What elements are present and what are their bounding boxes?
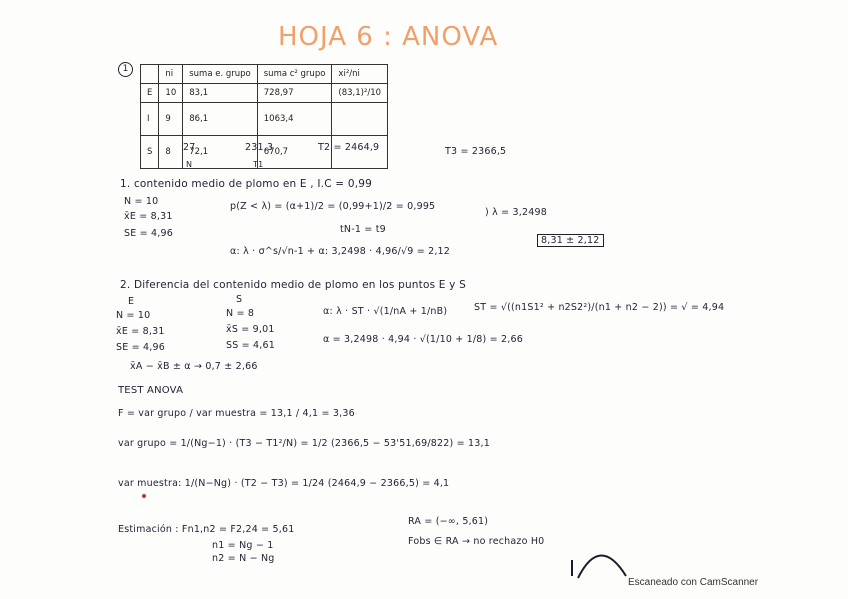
total-n: 27 [183,142,196,153]
table-cell: (83,1)²/10 [332,84,388,103]
anova-table [140,64,388,169]
test-estimacion: Estimación : Fn1,n2 = F2,24 = 5,61 [118,524,295,535]
section1-heading: 1. contenido medio de plomo en E , I.C = 0,99 [120,178,372,190]
section2-col-s: S [236,294,243,305]
exercise-number: 1 [118,62,133,77]
table-cell: 670,7 [257,136,332,169]
table-cell: E [141,84,159,103]
table-row [141,103,388,136]
table-cell: 8 [159,136,183,169]
test-ra: RA = (−∞, 5,61) [408,516,489,527]
section1-line: α: λ · σ^s/√n-1 + α: 3,2498 · 4,96/√9 = 2,12 [230,246,451,257]
table-header-cell: xi²/ni [332,65,388,84]
section2-col-e: SE = 4,96 [116,342,165,353]
section1-line: SE = 4,96 [124,228,173,239]
section1-line: p(Z < λ) = (α+1)/2 = (0,99+1)/2 = 0,995 [230,201,436,212]
table-header-row [141,65,388,84]
section1-line: N = 10 [124,196,159,207]
table-cell: S [141,136,159,169]
test-f-line: F = var grupo / var muestra = 13,1 / 4,1 = 3,36 [118,408,355,419]
table-header-cell [141,65,159,84]
table-cell: 728,97 [257,84,332,103]
section1-line: x̄E = 8,31 [124,211,173,222]
table-cell: 72,1 [183,136,258,169]
section1-result: 8,31 ± 2,12 [537,234,604,247]
total-t3: T3 = 2366,5 [445,146,507,157]
section2-col-e: N = 10 [116,310,151,321]
total-n-label: N [186,160,193,169]
test-conclusion: Fobs ∈ RA → no rechazo H0 [408,536,545,547]
section2-result: x̄A − x̄B ± α → 0,7 ± 2,66 [130,361,258,372]
section1-line: ) λ = 3,2498 [485,207,547,218]
scanner-watermark: Escaneado con CamScanner [628,577,759,588]
total-t1: 231,3 [245,142,274,153]
total-t1-label: T1 [253,160,264,169]
section2-formula: α: λ · ST · √(1/nA + 1/nB) [323,306,448,317]
table-cell: I [141,103,159,136]
table-cell: 1063,4 [257,103,332,136]
total-t2: T2 = 2464,9 [318,142,380,153]
section1-line: tN-1 = t9 [340,224,386,235]
section2-col-s: N = 8 [226,308,255,319]
table-cell: 10 [159,84,183,103]
test-heading: TEST ANOVA [118,385,184,396]
table-header-cell: suma c² grupo [257,65,332,84]
section2-col-s: SS = 4,61 [226,340,276,351]
ink-dot [142,494,146,498]
table-cell: 9 [159,103,183,136]
section2-formula: ST = √((n1S1² + n2S2²)/(n1 + n2 − 2)) = √ = 4,94 [474,302,725,313]
table-row [141,84,388,103]
section2-col-e: x̄E = 8,31 [116,326,165,337]
table-cell [332,103,388,136]
section2-col-e: E [128,296,135,307]
test-var-grupo: var grupo = 1/(Ng−1) · (T3 − T1²/N) = 1/2 (2366,5 − 53'51,69/822) = 13,1 [118,438,490,449]
table-header-cell: ni [159,65,183,84]
section2-formula: α = 3,2498 · 4,94 · √(1/10 + 1/8) = 2,66 [323,334,524,345]
section2-heading: 2. Diferencia del contenido medio de plomo en los puntos E y S [120,279,466,291]
table-cell: 83,1 [183,84,258,103]
section2-col-s: x̄S = 9,01 [226,324,275,335]
pen-stroke [570,540,640,580]
test-var-muestra: var muestra: 1/(N−Ng) · (T2 − T3) = 1/24 (2464,9 − 2366,5) = 4,1 [118,478,450,489]
table-cell: 86,1 [183,103,258,136]
test-n2: n2 = N − Ng [212,553,275,564]
table-header-cell: suma e. grupo [183,65,258,84]
test-n1: n1 = Ng − 1 [212,540,274,551]
page-title: HOJA 6 : ANOVA [278,22,499,52]
